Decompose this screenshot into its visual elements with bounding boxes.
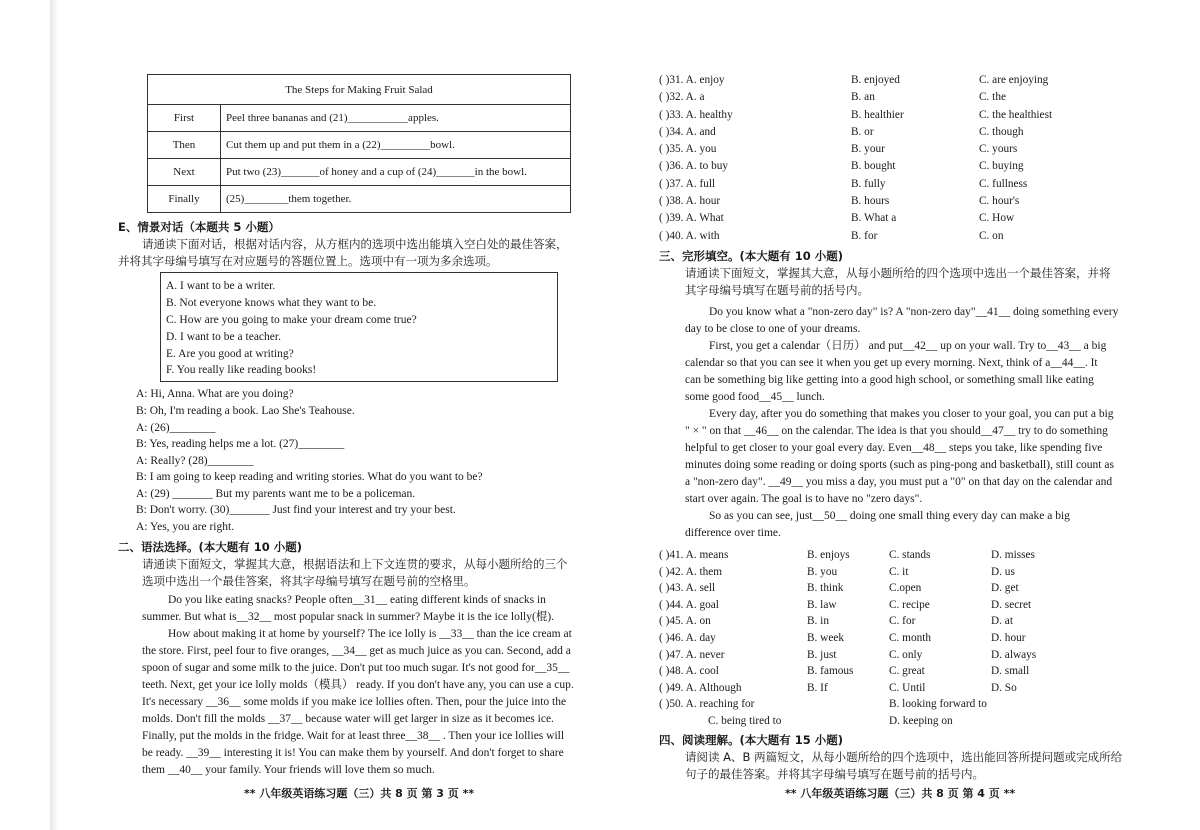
section-4-instruction: 请阅读 A、B 两篇短文，从每小题所给的四个选项中，选出能回答所提问题或完成所给 — [685, 750, 1123, 764]
passage-line: can be something big like getting into a good high school, or something small like eating — [685, 374, 1094, 386]
choice-q: ( )46. A. day — [659, 631, 716, 644]
choice-b: B. bought — [851, 160, 896, 173]
question-row — [655, 566, 1145, 583]
choice-q: ( )49. A. Although — [659, 681, 742, 694]
choice-q: ( )36. A. to buy — [659, 160, 729, 173]
choice-q: ( )43. A. sell — [659, 582, 716, 595]
section-4-instruction: 句子的最佳答案。并将其字母编号填写在题号前的括号内。 — [685, 767, 984, 781]
choice-b: B. If — [807, 681, 828, 694]
choice-b: B. hours — [851, 195, 890, 208]
table-row: Finally (25)________them together. — [148, 186, 571, 213]
question-row — [655, 582, 1145, 599]
choice-b: B. What a — [851, 212, 897, 225]
choice-d: D. get — [991, 582, 1019, 595]
choice-c: C. on — [979, 229, 1004, 242]
section-e-title: E、情景对话（本题共 5 小题） — [118, 220, 280, 234]
question-row — [655, 230, 1145, 247]
choice-c: C. buying — [979, 160, 1024, 173]
options-box — [160, 272, 558, 382]
question-row — [655, 178, 1145, 195]
choice-c: C. for — [889, 615, 916, 628]
dialogue-line: A: Yes, you are right. — [136, 521, 235, 533]
dialogue-line: A: (29) _______ But my parents want me to be a policeman. — [136, 488, 416, 500]
question-row — [655, 549, 1145, 566]
right-page — [655, 0, 1145, 830]
question-row — [655, 212, 1145, 229]
table-row: First Peel three bananas and (21)___________apples. — [148, 105, 571, 132]
section-2-title: 二、语法选择。(本大题有 10 小题) — [118, 540, 303, 554]
choice-b: B. just — [807, 648, 837, 661]
passage-line: Do you like eating snacks? People often__31__ eating different kinds of snacks in — [168, 594, 546, 606]
option-item: C. How are you going to make your dream come true? — [166, 314, 417, 326]
choice-q: ( )33. A. healthy — [659, 108, 733, 121]
dialogue-line: A: Really? (28)________ — [136, 455, 254, 467]
page-footer: ** 八年级英语练习题（三）共 8 页 第 4 页 ** — [785, 787, 1016, 800]
choice-b: B. enjoyed — [851, 74, 900, 86]
choice-c: C. month — [889, 631, 932, 644]
choice-c: C.open — [889, 582, 922, 595]
passage-line: calendar so that you can see it when you get up every morning. Next, think of a__44__. It — [685, 357, 1098, 369]
choice-q: ( )31. A. enjoy — [659, 74, 725, 86]
choice-q: ( )41. A. means — [659, 549, 729, 561]
dialogue-line: B: Oh, I'm reading a book. Lao She's Teahouse. — [136, 405, 355, 417]
question-row — [655, 91, 1145, 108]
choice-c: C. the — [979, 91, 1006, 104]
passage-line: teeth. Next, get your ice lolly molds（模具） ready. If you don't have any, you can use a cup. — [142, 679, 574, 691]
passage-line: start over again. The goal is to have no "zero days". — [685, 493, 923, 505]
question-row — [655, 599, 1145, 616]
left-page — [112, 0, 602, 830]
section-e-instruction: 并将其字母编号填写在对应题号的答题位置上。选项中有一项为多余选项。 — [118, 254, 498, 268]
question-row — [655, 126, 1145, 143]
passage-line: difference over time. — [685, 527, 781, 539]
passage-line: summer. But what is__32__ most popular snack in summer? Maybe it is the ice lolly(棍). — [142, 611, 555, 623]
choice-b: B. or — [851, 125, 874, 138]
dialogue-line: B: I am going to keep reading and writing stories. What do you want to be? — [136, 471, 483, 483]
passage-line: How about making it at home by yourself? The ice lolly is __33__ than the ice cream at — [168, 628, 572, 640]
choice-d: D. secret — [991, 598, 1032, 611]
option-item: E. Are you good at writing? — [166, 348, 294, 360]
choice-d: D. misses — [991, 549, 1035, 561]
fruit-salad-table — [147, 74, 571, 213]
choice-q: ( )38. A. hour — [659, 195, 721, 208]
choice-q: ( )34. A. and — [659, 125, 716, 138]
choice-b: B. think — [807, 582, 844, 595]
choice-d: D. always — [991, 648, 1037, 661]
option-item: F. You really like reading books! — [166, 364, 317, 376]
choice-b: B. enjoys — [807, 549, 850, 561]
choice-c: C. the healthiest — [979, 108, 1053, 121]
choice-b: B. famous — [807, 665, 854, 678]
section-2-instruction: 请通读下面短文，掌握其大意，根据语法和上下文连贯的要求，从每小题所给的三个 — [142, 557, 568, 571]
dialogue-line: B: Yes, reading helps me a lot. (27)________ — [136, 438, 345, 450]
choice-b: B. healthier — [851, 108, 904, 121]
choice-d: D. us — [991, 565, 1015, 578]
choice-c: B. looking forward to — [889, 698, 987, 711]
passage-line: them __40__ your family. Your friends will love them so much. — [142, 764, 435, 776]
choice-q: ( )48. A. cool — [659, 665, 719, 678]
choice-c: C. recipe — [889, 598, 930, 611]
choice-q: ( )35. A. you — [659, 143, 717, 156]
passage-line: day to be close to one of your dreams. — [685, 323, 861, 335]
option-item: D. I want to be a teacher. — [166, 331, 281, 343]
choice-c: C. Until — [889, 681, 926, 694]
choice-c: C. though — [979, 125, 1024, 138]
question-row — [655, 665, 1145, 682]
table-title: The Steps for Making Fruit Salad — [148, 75, 571, 105]
table-row: Next Put two (23)_______of honey and a cup of (24)_______in the bowl. — [148, 159, 571, 186]
choice-c: C. yours — [979, 143, 1018, 156]
choice-b: B. you — [807, 565, 838, 578]
choice-b: B. an — [851, 91, 875, 104]
passage-line: some good food__45__ lunch. — [685, 391, 825, 403]
passage-line: " × " on that __46__ on the calendar. The idea is that you should__47__ try to do something — [685, 425, 1108, 437]
question-row — [655, 682, 1145, 699]
choice-d: D. small — [991, 665, 1030, 678]
choice-b: B. in — [807, 615, 829, 628]
choice-b: B. for — [851, 229, 878, 242]
choice-d: D. hour — [991, 631, 1026, 644]
question-row — [655, 160, 1145, 177]
grammar-choices — [655, 74, 1145, 247]
passage-line: So as you can see, just__50__ doing one small thing every day can make a big — [709, 510, 1070, 522]
table-row: Then Cut them up and put them in a (22)_________bowl. — [148, 132, 571, 159]
question-row — [655, 615, 1145, 632]
passage-line: It's necessary __36__ some molds if you make ice lollies often. Then, pour the juice into the — [142, 696, 567, 708]
passage-line: minutes doing some reading or doing sports (such as ping-pong and basketball), still count as — [685, 459, 1114, 471]
section-e-instruction: 请通读下面对话，根据对话内容，从方框内的选项中选出能填入空白处的最佳答案， — [142, 237, 568, 251]
choice-c: C. fullness — [979, 177, 1028, 190]
grammar-passage — [142, 592, 598, 779]
passage-line: Do you know what a "non-zero day" is? A "non-zero day"__41__ doing something every — [709, 306, 1119, 318]
question-row — [655, 74, 1145, 91]
choice-q: ( )47. A. never — [659, 648, 725, 661]
choice-d: D. So — [991, 681, 1017, 694]
choice-b: B. week — [807, 631, 845, 644]
dialogue-line: A: (26)________ — [136, 422, 216, 434]
choice-q: ( )42. A. them — [659, 565, 723, 578]
cloze-choices — [655, 549, 1145, 732]
question-row — [655, 649, 1145, 666]
option-item: A. I want to be a writer. — [166, 280, 276, 292]
passage-line: Finally, put the molds in the fridge. Wait for at least three__38__ . Then your ice lollies will — [142, 730, 565, 742]
passage-line: Every day, after you do something that makes you closer to your goal, you can put a big — [709, 408, 1114, 420]
choice-q: ( )50. A. reaching for — [659, 698, 755, 711]
choice-c: C. it — [889, 565, 909, 578]
passage-line: spoon of sugar and some milk to the juice. Don't put too much sugar. It's not good for__35__ — [142, 662, 570, 674]
passage-line: be ready. __39__ interesting it is! You can make them by yourself. And don't forget to share — [142, 747, 564, 759]
section-4-title: 四、阅读理解。(本大题有 15 小题) — [659, 733, 844, 747]
section-3-instruction: 请通读下面短文，掌握其大意，从每小题所给的四个选项中选出一个最佳答案，并将 — [685, 266, 1111, 280]
choice-q: ( )40. A. with — [659, 229, 720, 242]
passage-line: a "non-zero day". __49__ you miss a day, you must put a "0" on that day on the calendar and — [685, 476, 1113, 488]
passage-line: the store. First, peel four to five oranges, __34__ get as much juice as you can. Second, add a — [142, 645, 571, 657]
section-3-instruction: 其字母编号填写在题号前的括号内。 — [685, 283, 869, 297]
section-3-title: 三、完形填空。(本大题有 10 小题) — [659, 249, 844, 263]
choice-c: C. stands — [889, 549, 931, 561]
question-row — [655, 143, 1145, 160]
choice-c: C. are enjoying — [979, 74, 1049, 86]
choice-q: ( )37. A. full — [659, 177, 716, 190]
passage-line: molds. Don't fill the molds __37__ because water will get larger in size as it becomes ice. — [142, 713, 554, 725]
choice-b: B. your — [851, 143, 885, 156]
choice-q: ( )32. A. a — [659, 91, 705, 104]
dialogue-line: A: Hi, Anna. What are you doing? — [136, 388, 294, 400]
choice-c: C. hour's — [979, 195, 1020, 208]
choice-b: B. law — [807, 598, 837, 611]
cloze-passage — [685, 304, 1139, 542]
question-row — [655, 715, 1145, 732]
option-item: B. Not everyone knows what they want to be. — [166, 297, 377, 309]
passage-line: helpful to get closer to your goal every day. Even__48__ steps you take, like spending five — [685, 442, 1103, 454]
choice-q: ( )44. A. goal — [659, 598, 719, 611]
choice-b: B. fully — [851, 177, 886, 190]
question-row — [655, 195, 1145, 212]
passage-line: First, you get a calendar（日历） and put__42__ up on your wall. Try to__43__ a big — [709, 340, 1107, 352]
choice-d: D. at — [991, 615, 1013, 628]
choice-q: C. being tired to — [708, 714, 782, 727]
choice-c: C. only — [889, 648, 923, 661]
question-row — [655, 632, 1145, 649]
question-row — [655, 109, 1145, 126]
page-footer: ** 八年级英语练习题（三）共 8 页 第 3 页 ** — [244, 787, 475, 800]
dialogue-line: B: Don't worry. (30)_______ Just find your interest and try your best. — [136, 504, 456, 516]
choice-c: C. How — [979, 212, 1015, 225]
page-fold-shadow — [50, 0, 58, 830]
choice-c: D. keeping on — [889, 714, 953, 727]
question-row — [655, 698, 1145, 715]
section-2-instruction: 选项中选出一个最佳答案，将其字母编号填写在题号前的空格里。 — [142, 574, 476, 588]
choice-q: ( )39. A. What — [659, 212, 724, 225]
choice-q: ( )45. A. on — [659, 615, 711, 628]
choice-c: C. great — [889, 665, 925, 678]
